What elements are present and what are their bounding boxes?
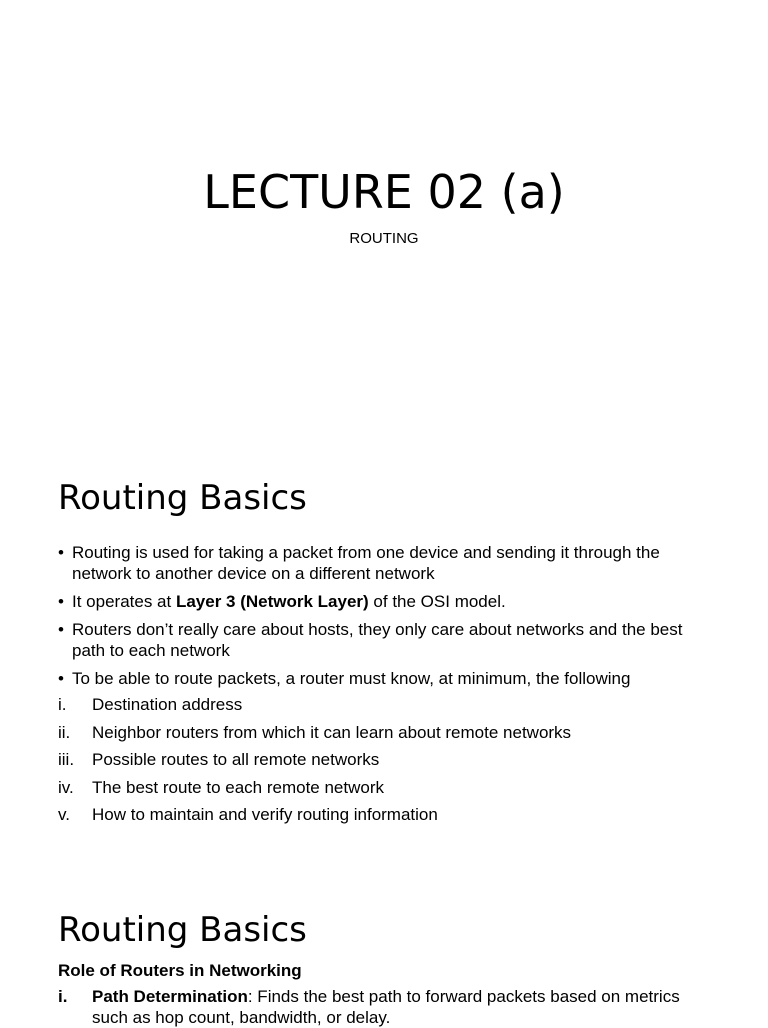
title-slide bbox=[0, 0, 768, 440]
list-item bbox=[58, 804, 718, 825]
list-number: iv. bbox=[58, 777, 74, 797]
list-item bbox=[58, 749, 718, 770]
bullet-text-pre: It operates at bbox=[72, 592, 176, 611]
list-item bbox=[58, 986, 698, 1028]
list-number: i. bbox=[58, 987, 68, 1006]
list-number: v. bbox=[58, 805, 70, 824]
list-number: iii. bbox=[58, 750, 75, 769]
numbered-list bbox=[58, 694, 718, 832]
list-text: The best route to each remote network bbox=[92, 777, 384, 797]
bullet-item bbox=[58, 668, 718, 689]
list-item bbox=[58, 694, 718, 715]
list-number: i. bbox=[58, 695, 67, 714]
bullet-text: Routing is used for taking a packet from one device and sending it through the network to another device on a different network bbox=[72, 543, 660, 583]
bullet-item bbox=[58, 591, 718, 612]
bullet-icon: • bbox=[58, 620, 64, 639]
list-item bbox=[58, 777, 718, 798]
list-text: Neighbor routers from which it can learn about remote networks bbox=[92, 722, 572, 742]
bullet-text: To be able to route packets, a router must know, at minimum, the following bbox=[72, 669, 631, 688]
bullet-text bbox=[72, 592, 506, 611]
slide-routing-basics-1 bbox=[0, 470, 768, 870]
bullet-icon: • bbox=[58, 669, 64, 688]
section-subheading: Role of Routers in Networking bbox=[58, 961, 302, 980]
bullet-text-bold: Layer 3 (Network Layer) bbox=[175, 592, 369, 611]
slide-routing-basics-2 bbox=[0, 902, 768, 1027]
bullet-icon: • bbox=[58, 543, 64, 562]
list-text: : Finds the best path to forward packets based on metrics such as hop count, bandwidth, or delay. bbox=[92, 987, 680, 1027]
bullet-list bbox=[58, 542, 718, 696]
roles-list bbox=[58, 986, 698, 1028]
list-number: ii. bbox=[58, 722, 71, 742]
bullet-item bbox=[58, 619, 718, 661]
list-text: Destination address bbox=[92, 695, 243, 714]
slide-heading: Routing Basics bbox=[58, 910, 307, 950]
lecture-subtitle: ROUTING bbox=[349, 230, 419, 247]
list-term: Path Determination bbox=[92, 987, 248, 1006]
list-text: How to maintain and verify routing information bbox=[92, 805, 438, 824]
lecture-title: LECTURE 02 (a) bbox=[203, 165, 565, 219]
bullet-text: Routers don’t really care about hosts, they only care about networks and the best path to each network bbox=[72, 620, 683, 660]
bullet-item bbox=[58, 542, 718, 584]
bullet-icon: • bbox=[58, 592, 64, 611]
list-text: Possible routes to all remote networks bbox=[92, 750, 380, 769]
slide-heading: Routing Basics bbox=[58, 478, 307, 518]
list-item bbox=[58, 722, 718, 743]
bullet-text-post: of the OSI model. bbox=[368, 592, 506, 611]
